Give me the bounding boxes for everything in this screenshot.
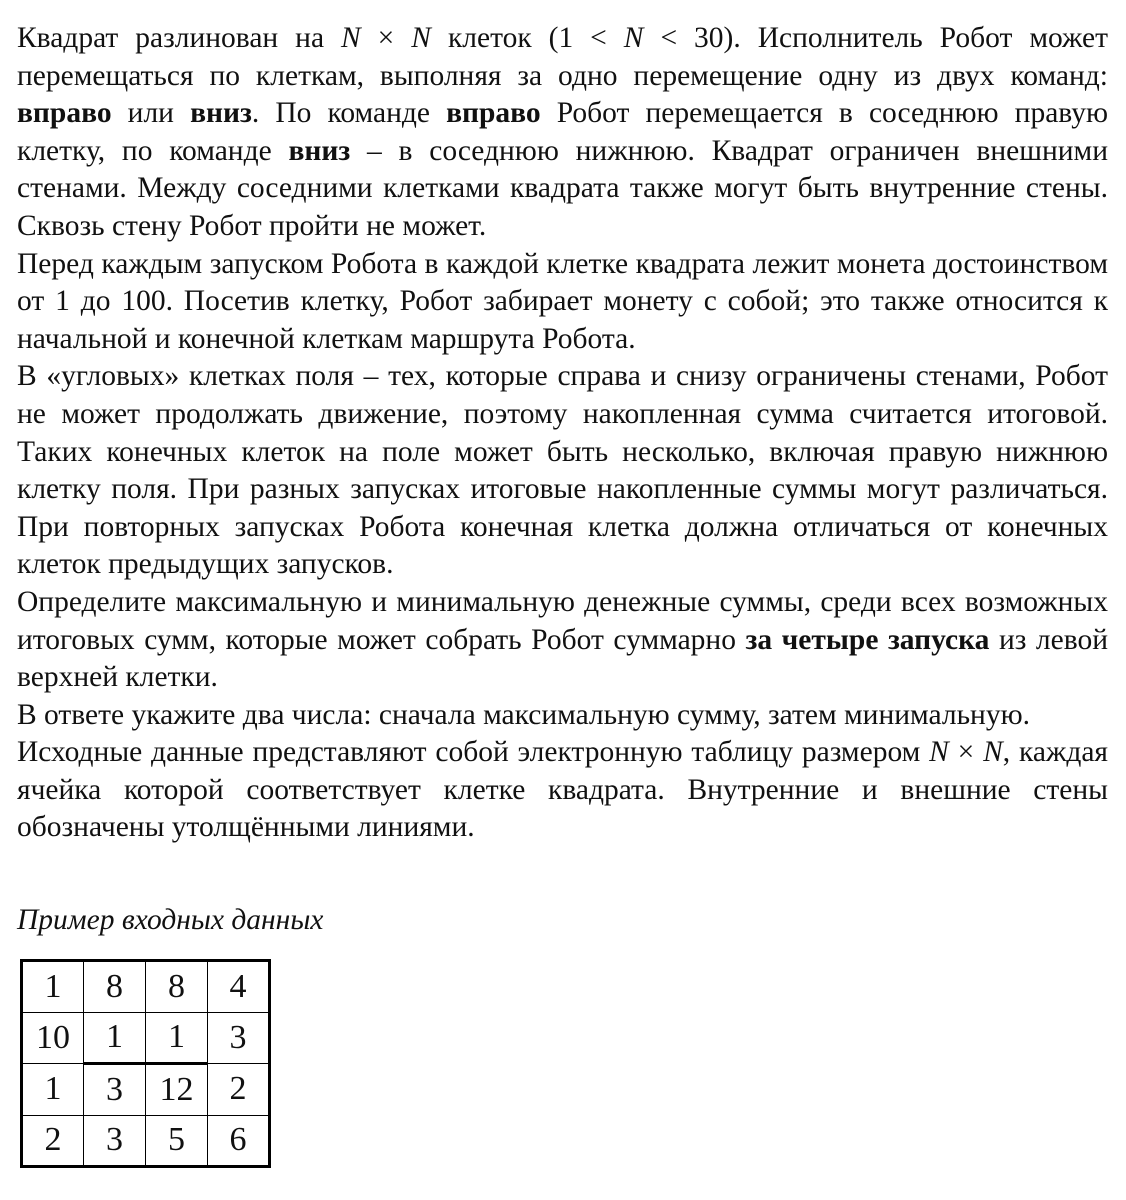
grid-row xyxy=(22,1012,270,1064)
grid-cell: 6 xyxy=(208,1115,270,1167)
text-run: – в соседнюю нижнюю. Квадрат ограничен внешними стенами. Между соседними клетками квадрата также могут быть внутренние стены. Сквозь стену Робот пройти не может. xyxy=(17,134,1108,242)
grid-cell: 1 xyxy=(84,1012,146,1064)
grid-row xyxy=(22,1115,270,1167)
grid-cell: 3 xyxy=(208,1012,270,1064)
grid-cell: 3 xyxy=(84,1064,146,1116)
grid-cell: 5 xyxy=(146,1115,208,1167)
text-run: . По команде xyxy=(251,97,447,130)
text-run: клеток (1 < xyxy=(430,22,624,54)
text-run: или xyxy=(111,97,191,130)
example-caption: Пример входных данных xyxy=(17,904,324,936)
example-grid xyxy=(20,959,271,1168)
grid-cell: 4 xyxy=(208,961,270,1013)
text-run: × xyxy=(360,22,412,54)
grid-cell: 3 xyxy=(84,1115,146,1167)
grid-cell: 2 xyxy=(22,1115,84,1167)
text-run: из левой верхней клетки. xyxy=(17,623,1108,694)
variable-n: N xyxy=(623,22,644,54)
grid-row xyxy=(22,961,270,1013)
text-run: Определите максимальную и минимальную денежные суммы, среди всех возможных итоговых сумм, которые может собрать Робот суммарно xyxy=(17,585,1108,656)
variable-n: N xyxy=(341,22,361,54)
text-run: Квадрат разлинован на xyxy=(17,22,342,54)
paragraph-corner-cells: В «угловых» клетках поля – тех, которые справа и снизу ограничены стенами, Робот не может продолжать движение, поэтому накопленная сумма считается итоговой. Таких конечных клеток на поле может быть несколько, включая правую нижнюю клетку поля. При разных запусках итоговые накопленные суммы могут различаться. При повторных запусках Робота конечная клетка должна отличаться от конечных клеток предыдущих запусков. xyxy=(17,360,1108,581)
grid-cell: 8 xyxy=(146,961,208,1013)
paragraph-conditions xyxy=(17,20,1108,246)
paragraph-coins: Перед каждым запуском Робота в каждой клетке квадрата лежит монета достоинством от 1 до 100. Посетив клетку, Робот забирает монету с собой; это также относится к начальной и конечной клеткам маршрута Робота. xyxy=(17,247,1108,355)
command-right: вправо xyxy=(17,97,112,130)
command-down: вниз xyxy=(288,134,351,167)
variable-n: N xyxy=(411,22,431,54)
grid-cell: 2 xyxy=(208,1064,270,1116)
grid-cell: 1 xyxy=(146,1012,208,1064)
text-run: < 30). Исполнитель Робот может перемещаться по клеткам, выполняя за одно перемещение одну из двух команд: xyxy=(17,22,1108,92)
text-run: Робот перемещается в соседнюю правую клетку, по команде xyxy=(17,97,1108,167)
grid-row xyxy=(22,1064,270,1116)
text-run: Исходные данные представляют собой электронную таблицу размером xyxy=(17,736,930,769)
text-run: × xyxy=(948,736,984,769)
grid-cell: 1 xyxy=(22,961,84,1013)
variable-n: N xyxy=(929,736,949,769)
four-runs-emphasis: за четыре запуска xyxy=(745,623,990,656)
paragraph-answer-format: В ответе укажите два числа: сначала максимальную сумму, затем минимальную. xyxy=(17,698,1030,731)
variable-n: N xyxy=(983,736,1003,769)
text-run: , каждая ячейка которой соответствует клетке квадрата. Внутренние и внешние стены обозначены утолщёнными линиями. xyxy=(17,736,1109,844)
command-down: вниз xyxy=(190,97,252,130)
paragraph-question xyxy=(17,584,1108,697)
grid-cell: 10 xyxy=(22,1012,84,1064)
grid-cell: 12 xyxy=(146,1064,208,1116)
paragraph-input-description xyxy=(17,734,1108,847)
grid-cell: 1 xyxy=(22,1064,84,1116)
grid-cell: 8 xyxy=(84,961,146,1013)
command-right: вправо xyxy=(446,97,541,130)
